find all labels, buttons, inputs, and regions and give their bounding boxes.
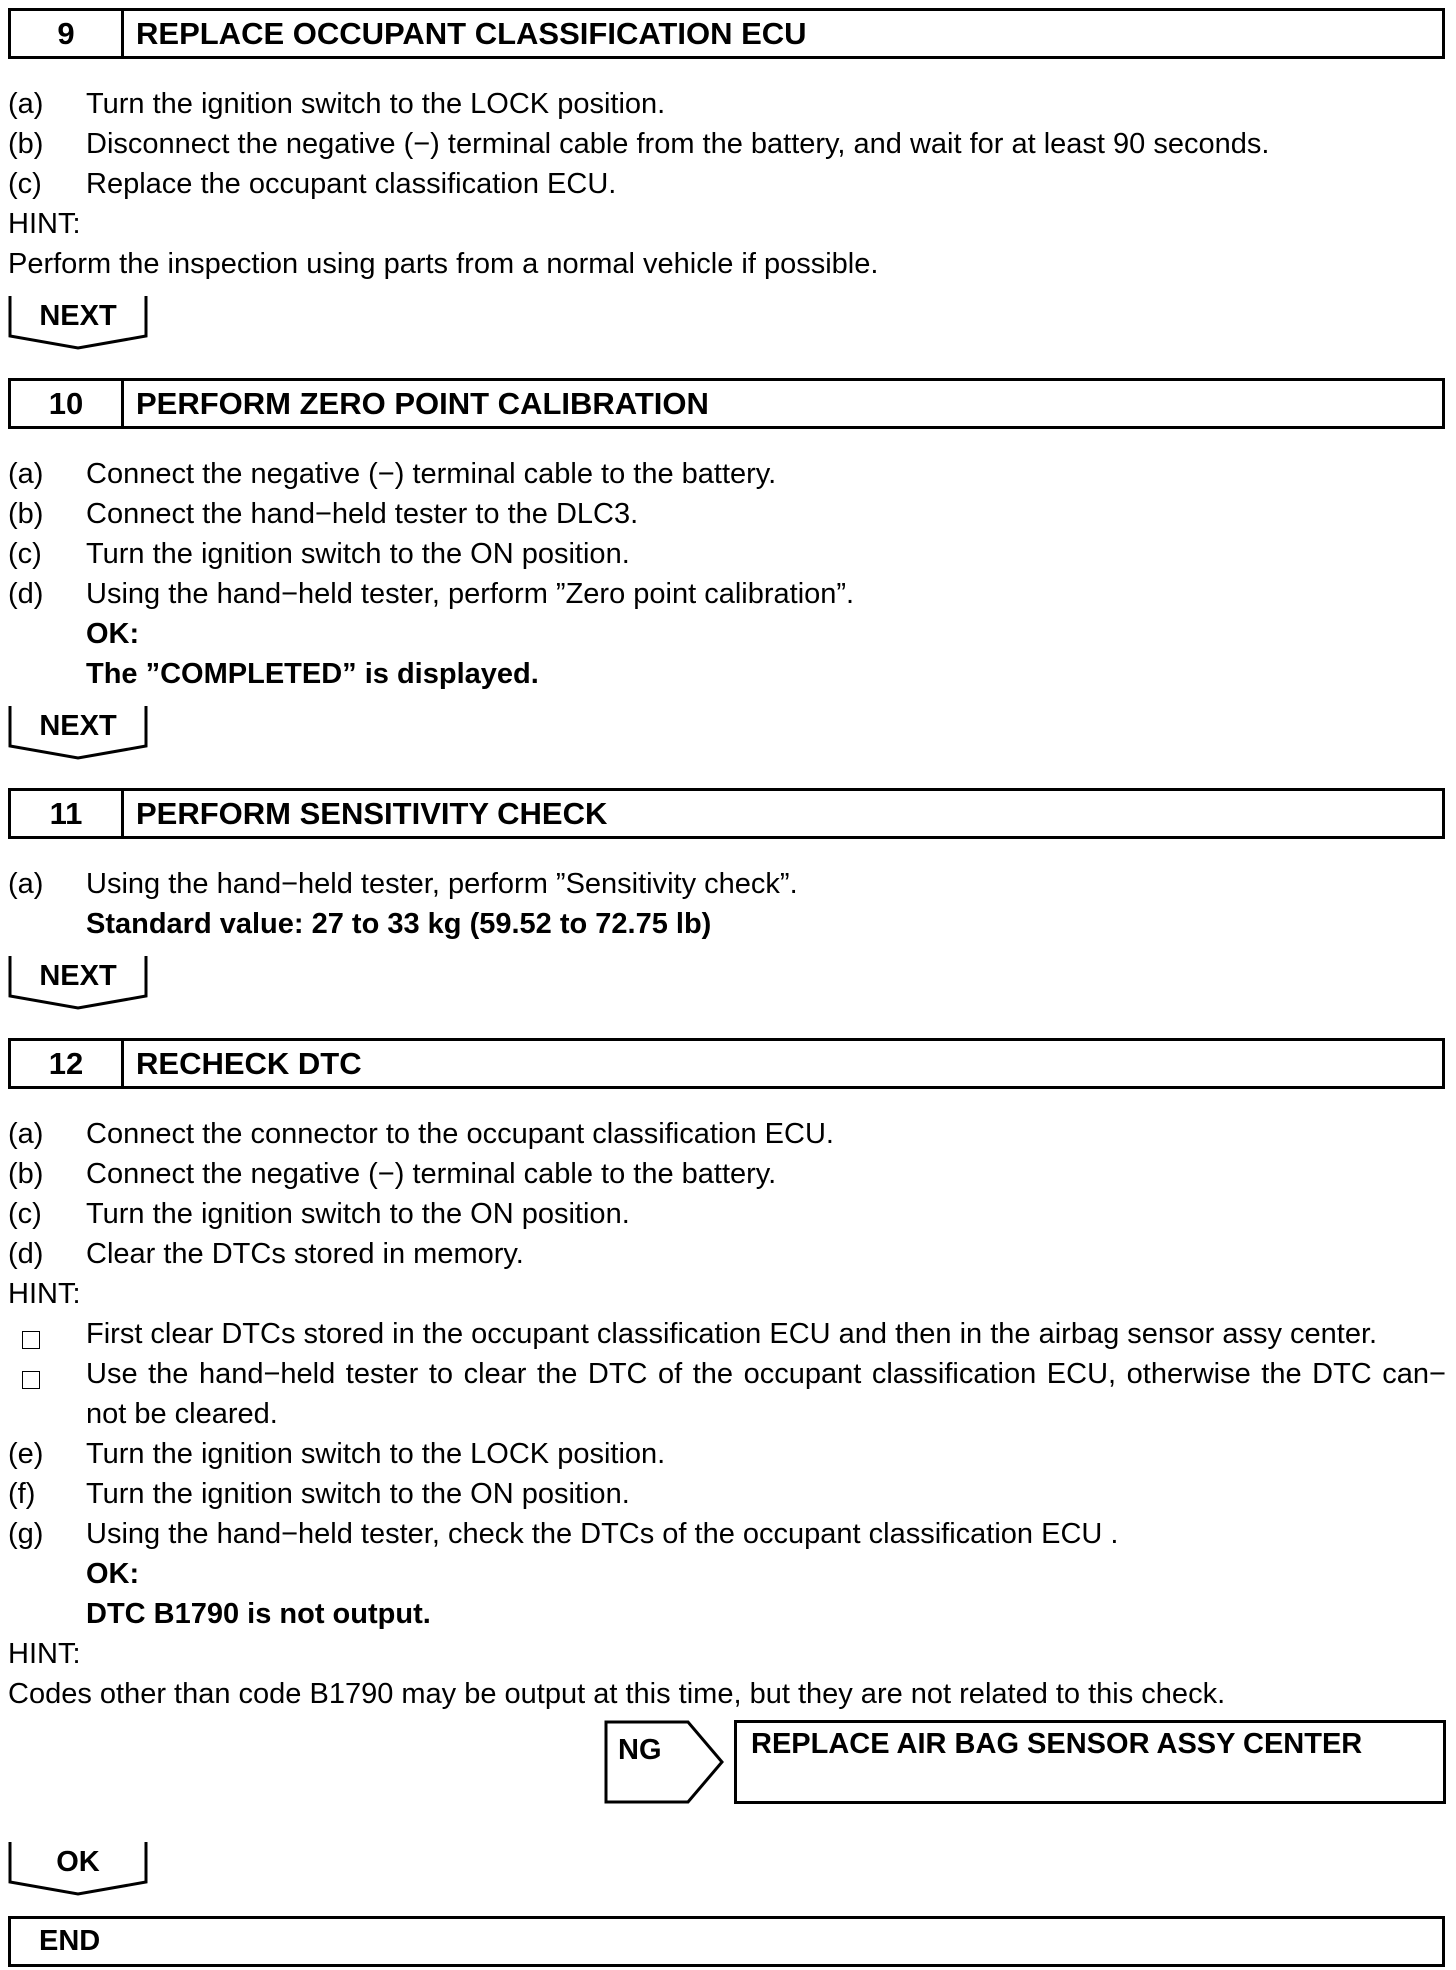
item-label: (a) xyxy=(8,88,44,120)
next-label: NEXT xyxy=(39,960,117,992)
bullet-box-icon xyxy=(22,1331,40,1349)
ok-label: OK: xyxy=(86,618,140,650)
step-9-header xyxy=(8,8,1445,59)
item-text: Turn the ignition switch to the ON position. xyxy=(86,1478,630,1510)
list-item xyxy=(8,534,630,574)
item-label: (c) xyxy=(8,538,42,570)
item-text: Using the hand−held tester, check the DTCs of the occupant classification ECU . xyxy=(86,1518,1119,1550)
list-item xyxy=(8,1474,630,1514)
item-label: (d) xyxy=(8,1238,44,1270)
step-title: REPLACE OCCUPANT CLASSIFICATION ECU xyxy=(136,16,807,51)
item-text: Using the hand−held tester, perform ”Zero point calibration”. xyxy=(86,578,855,610)
item-label: (a) xyxy=(8,868,44,900)
list-item xyxy=(8,1234,524,1274)
ok-button[interactable] xyxy=(8,1840,148,1896)
hint-text: Perform the inspection using parts from a normal vehicle if possible. xyxy=(8,248,879,280)
list-item xyxy=(8,1154,776,1194)
hint-bullet: Use the hand−held tester to clear the DTC of the occupant classification ECU, otherwise the DTC can− xyxy=(86,1358,1446,1390)
step-11-header xyxy=(8,788,1445,839)
item-label: (b) xyxy=(8,128,44,160)
item-label: (b) xyxy=(8,1158,44,1190)
list-item xyxy=(8,1114,834,1154)
item-label: (a) xyxy=(8,1118,44,1150)
hint-label: HINT: xyxy=(8,1638,81,1670)
next-button[interactable] xyxy=(8,954,148,1010)
next-label: NEXT xyxy=(39,710,117,742)
item-text: Connect the negative (−) terminal cable to the battery. xyxy=(86,458,777,490)
list-item xyxy=(8,124,1269,164)
item-label: (c) xyxy=(8,1198,42,1230)
list-item xyxy=(8,1434,665,1474)
standard-value: Standard value: 27 to 33 kg (59.52 to 72.75 lb) xyxy=(86,908,712,940)
item-label: (f) xyxy=(8,1478,36,1510)
item-text: Replace the occupant classification ECU. xyxy=(86,168,617,200)
step-title: RECHECK DTC xyxy=(136,1046,362,1081)
next-button[interactable] xyxy=(8,294,148,350)
step-10-header xyxy=(8,378,1445,429)
item-text: Connect the connector to the occupant classification ECU. xyxy=(86,1118,834,1150)
ng-button[interactable] xyxy=(604,1720,724,1804)
item-text: Clear the DTCs stored in memory. xyxy=(86,1238,524,1270)
item-text: Turn the ignition switch to the ON position. xyxy=(86,1198,630,1230)
step-number: 11 xyxy=(11,791,124,836)
item-text: Connect the negative (−) terminal cable to the battery. xyxy=(86,1158,777,1190)
ok-button-label: OK xyxy=(56,1846,100,1878)
list-item xyxy=(8,1194,630,1234)
hint-label: HINT: xyxy=(8,208,81,240)
hint-bullet-continuation: not be cleared. xyxy=(86,1398,278,1430)
list-item xyxy=(8,864,798,904)
item-label: (c) xyxy=(8,168,42,200)
hint-bullet: First clear DTCs stored in the occupant classification ECU and then in the airbag sensor assy center. xyxy=(86,1318,1378,1350)
list-item xyxy=(8,494,638,534)
step-12-header xyxy=(8,1038,1445,1089)
next-label: NEXT xyxy=(39,300,117,332)
hint-label: HINT: xyxy=(8,1278,81,1310)
step-number: 12 xyxy=(11,1041,124,1086)
list-item xyxy=(8,574,854,614)
list-item xyxy=(8,1514,1118,1554)
step-title: PERFORM SENSITIVITY CHECK xyxy=(136,796,608,831)
list-item xyxy=(8,164,616,204)
item-text: Connect the hand−held tester to the DLC3. xyxy=(86,498,639,530)
item-label: (g) xyxy=(8,1518,44,1550)
step-number: 9 xyxy=(11,11,124,56)
ng-label: NG xyxy=(618,1734,662,1766)
next-button[interactable] xyxy=(8,704,148,760)
hint-text: Codes other than code B1790 may be output at this time, but they are not related to this check. xyxy=(8,1678,1226,1710)
item-text: Using the hand−held tester, perform ”Sensitivity check”. xyxy=(86,868,798,900)
list-item xyxy=(8,454,776,494)
item-text: Turn the ignition switch to the ON position. xyxy=(86,538,630,570)
item-label: (a) xyxy=(8,458,44,490)
ok-text: The ”COMPLETED” is displayed. xyxy=(86,658,539,690)
ok-label: OK: xyxy=(86,1558,140,1590)
item-label: (e) xyxy=(8,1438,44,1470)
bullet-box-icon xyxy=(22,1371,40,1389)
end-box: END xyxy=(8,1916,1445,1967)
list-item xyxy=(8,84,665,124)
item-label: (b) xyxy=(8,498,44,530)
ok-text: DTC B1790 is not output. xyxy=(86,1598,431,1630)
item-label: (d) xyxy=(8,578,44,610)
item-text: Turn the ignition switch to the LOCK position. xyxy=(86,1438,666,1470)
ng-result-box: REPLACE AIR BAG SENSOR ASSY CENTER xyxy=(734,1720,1446,1804)
step-number: 10 xyxy=(11,381,124,426)
step-title: PERFORM ZERO POINT CALIBRATION xyxy=(136,386,709,421)
item-text: Disconnect the negative (−) terminal cable from the battery, and wait for at least 90 seconds. xyxy=(86,128,1270,160)
item-text: Turn the ignition switch to the LOCK position. xyxy=(86,88,666,120)
